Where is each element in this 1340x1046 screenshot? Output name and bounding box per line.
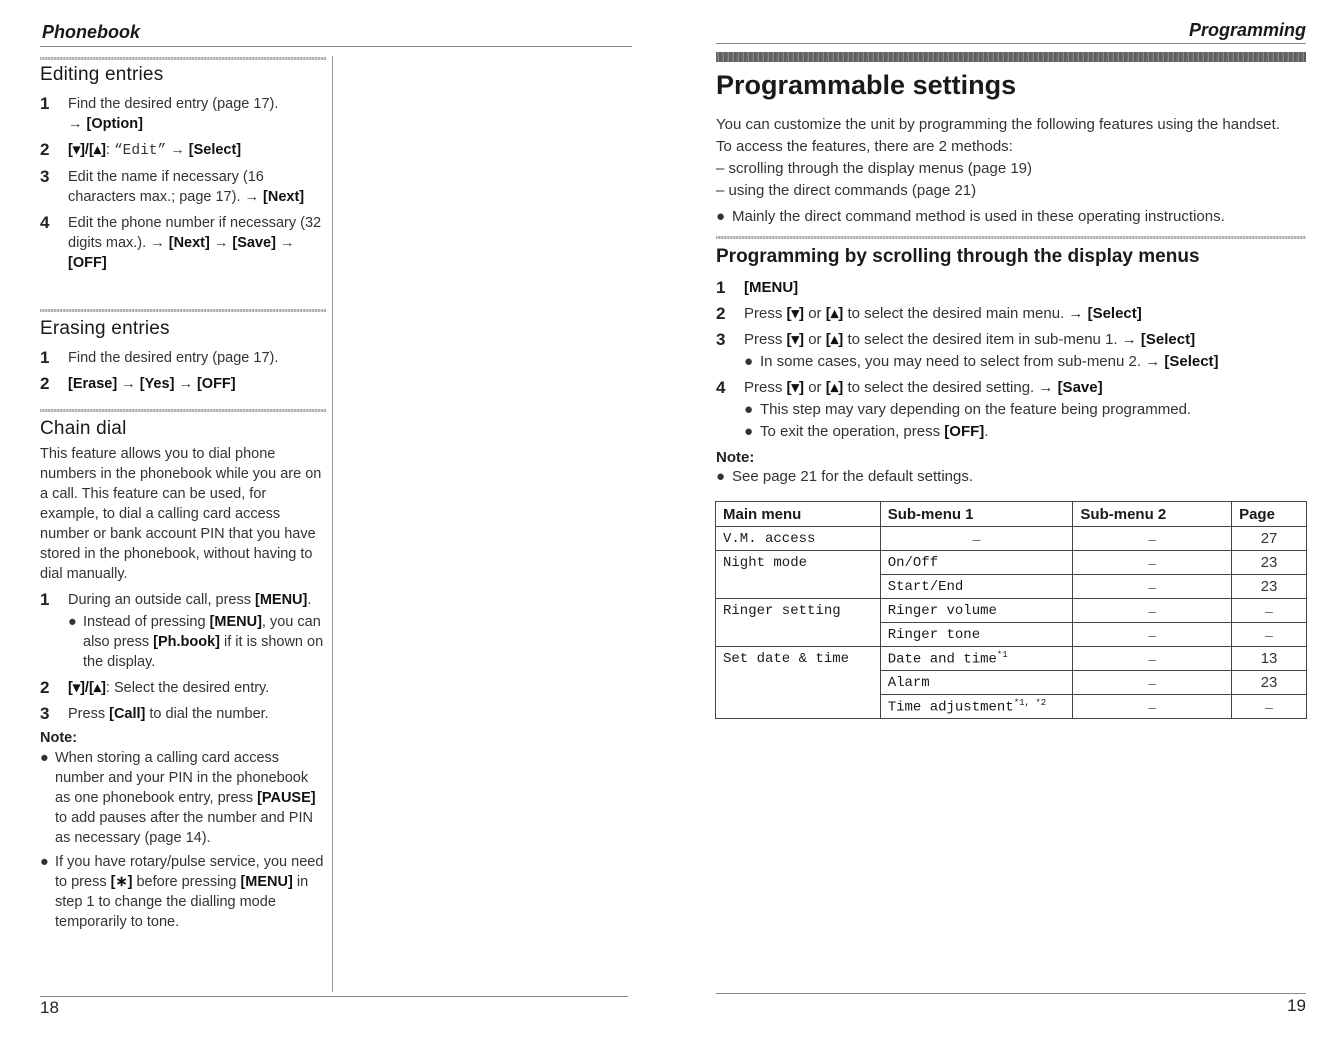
chain-dial-title: Chain dial [40,418,127,439]
table-row [716,527,1307,551]
cell-sub-menu-1: Ringer volume [880,599,1073,623]
scroll-step-3-bullet: ● In some cases, you may need to select from sub-menu 2. → [Select] [744,353,1219,370]
cell-sub-menu-1: Alarm [880,671,1073,695]
cell-sub-menu-2: – [1073,551,1232,575]
footer-rule-right [716,993,1306,994]
intro-line-2: To access the features, there are 2 methods: [716,138,1013,155]
scroll-note-label: Note: [716,449,755,466]
cell-sub-menu-1: Date and time$^{*1}$ [880,647,1073,671]
direct-method-bullet: ● Mainly the direct command method is used in these operating instructions. [716,208,1225,225]
method-scrolling: – scrolling through the display menus (page 19) [716,160,1033,177]
running-head-right: Programming [1188,20,1306,40]
chain-note-1: ● When storing a calling card access number and your PIN in the phonebook as one phonebook entry, press [PAUSE] to add pauses after the number and PIN as necessary (page 14). [40,750,316,846]
editing-entries-title: Editing entries [40,64,164,85]
scroll-step-4-bullet-2: ● To exit the operation, press [OFF]. [744,423,989,440]
scroll-step-1: 1 [MENU] [716,278,799,297]
erasing-entries-title: Erasing entries [40,318,170,339]
header-page: Page [1232,502,1307,527]
table-row [716,671,1307,695]
cell-sub-menu-1: – [880,527,1073,551]
cell-sub-menu-2: – [1073,647,1232,671]
cell-main-menu [716,575,881,599]
cell-main-menu: V.M. access [716,527,881,551]
cell-main-menu [716,671,881,695]
cell-page: – [1232,599,1307,623]
editing-step-3: 3 Edit the name if necessary (16 characters max.; page 17). → [Next] [40,167,305,205]
cell-sub-menu-2: – [1073,671,1232,695]
cell-sub-menu-2: – [1073,623,1232,647]
cell-page: 23 [1232,551,1307,575]
footnote-ref: *1 [996,649,1008,660]
scroll-step-4: 4 Press [▾] or [▴] to select the desired setting. → [Save] [716,378,1103,397]
cell-main-menu [716,623,881,647]
chain-dial-intro: This feature allows you to dial phone numbers in the phonebook while you are on a call. This feature can be used, for example, to dial a calling card access number or bank account PIN that you have stored in the phonebook, without having to dial manually. [40,446,322,582]
table-row [716,551,1307,575]
header-sub-menu-2: Sub-menu 2 [1073,502,1232,527]
cell-sub-menu-2: – [1073,599,1232,623]
title-bar [716,52,1306,62]
chain-note-label: Note: [40,730,78,746]
section-divider [40,309,326,312]
chain-step-1: 1 During an outside call, press [MENU]. [40,590,312,609]
section-divider [40,409,326,412]
intro-block [716,114,1316,228]
section-divider [40,57,326,60]
footnote-ref: *1, *2 [1013,697,1047,708]
cell-page: – [1232,623,1307,647]
table-row [716,695,1307,719]
header-rule-right [716,43,1306,44]
scroll-note: ● See page 21 for the default settings. [716,468,974,485]
cell-page: 13 [1232,647,1307,671]
editing-entries-section [40,64,325,273]
cell-main-menu: Ringer setting [716,599,881,623]
cell-main-menu: Night mode [716,551,881,575]
editing-step-1: 1 Find the desired entry (page 17). → [Option] [40,94,279,132]
scroll-step-4-bullet-1: ● This step may vary depending on the feature being programmed. [744,401,1192,418]
scroll-section-title: Programming by scrolling through the display menus [716,246,1200,267]
scroll-steps [716,277,1316,488]
chain-step-1-bullet: ● Instead of pressing [MENU], you can also press [Ph.book] if it is shown on the display. [68,614,324,670]
cell-page: 27 [1232,527,1307,551]
cell-main-menu [716,695,881,719]
table-header-row [716,502,1307,527]
chain-step-2: 2 [▾]/[▴]: Select the desired entry. [40,678,270,697]
column-divider [332,56,333,992]
cell-page: 23 [1232,575,1307,599]
header-rule-left [40,46,632,47]
header-sub-menu-1: Sub-menu 1 [880,502,1073,527]
cell-page: 23 [1232,671,1307,695]
table-row [716,647,1307,671]
cell-sub-menu-1: Time adjustment$^{*1, *2}$ [880,695,1073,719]
intro-line-1: You can customize the unit by programming the following features using the handset. [716,116,1280,133]
cell-sub-menu-1: Start/End [880,575,1073,599]
section-divider [716,236,1306,239]
table-row [716,575,1307,599]
chain-note-2: ● If you have rotary/pulse service, you need to press [∗] before pressing [MENU] in step 1 to change the dialling mode temporarily to tone. [40,854,324,930]
cell-main-menu: Set date & time [716,647,881,671]
editing-step-2: 2 [▾]/[▴]: “Edit” → [Select] [40,140,242,159]
page-title: Programmable settings [716,70,1017,100]
table-row [716,623,1307,647]
table-row [716,599,1307,623]
cell-sub-menu-2: – [1073,695,1232,719]
cell-sub-menu-1: On/Off [880,551,1073,575]
footer-rule-left [40,996,628,997]
header-main-menu: Main menu [716,502,881,527]
erasing-step-1: 1 Find the desired entry (page 17). [40,348,279,367]
cell-sub-menu-2: – [1073,575,1232,599]
cell-page: – [1232,695,1307,719]
settings-table [715,501,1307,719]
method-direct: – using the direct commands (page 21) [716,182,977,199]
page-number-right: 19 [1287,996,1306,1015]
erasing-step-2: 2 [Erase] → [Yes] → [OFF] [40,374,236,393]
chain-dial-section [40,418,325,932]
scroll-step-3: 3 Press [▾] or [▴] to select the desired item in sub-menu 1. → [Select] [716,330,1196,349]
scroll-step-2: 2 Press [▾] or [▴] to select the desired main menu. → [Select] [716,304,1142,323]
running-head-left: Phonebook [42,22,140,42]
page-number-left: 18 [40,998,59,1017]
editing-step-4: 4 Edit the phone number if necessary (32 digits max.). → [Next] → [Save] → [OFF] [40,213,322,271]
cell-sub-menu-2: – [1073,527,1232,551]
chain-step-3: 3 Press [Call] to dial the number. [40,704,269,723]
cell-sub-menu-1: Ringer tone [880,623,1073,647]
erasing-entries-section [40,318,325,394]
